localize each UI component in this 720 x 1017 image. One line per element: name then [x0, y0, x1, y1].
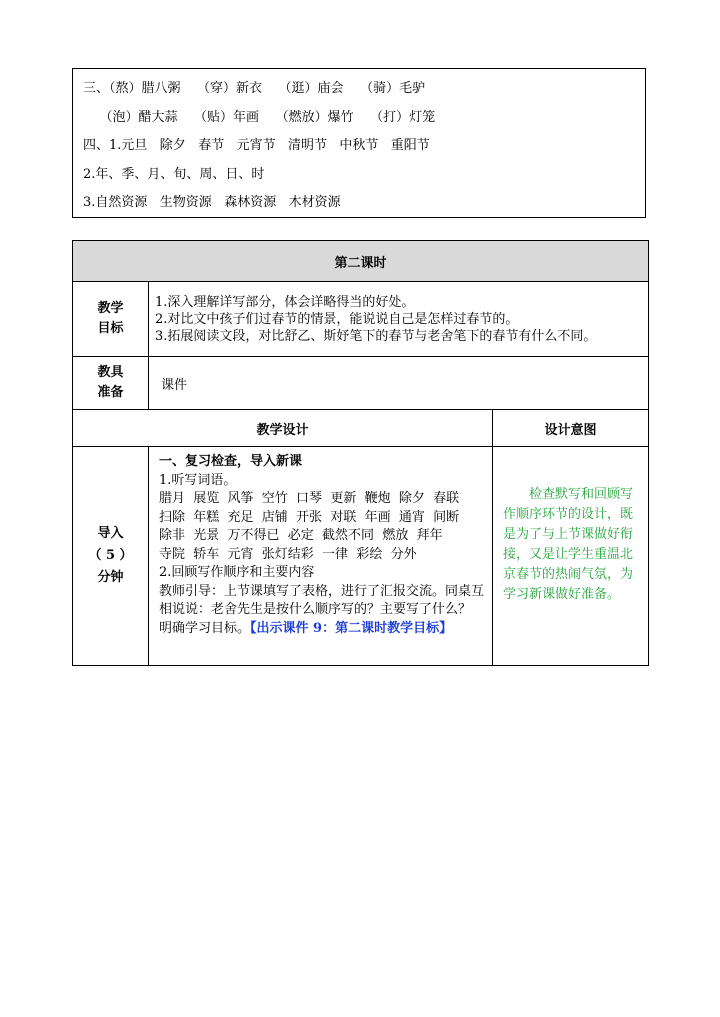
answer-line-3a: 三、（熬）腊八粥 （穿）新衣 （逛）庙会 （骑）毛驴 [83, 81, 426, 96]
lesson-plan-table [72, 240, 649, 666]
words-line-3: 除非 光景 万不得已 必定 截然不同 燃放 拜年 [159, 528, 443, 543]
section-title: 一、复习检查，导入新课 [159, 454, 303, 469]
tools-value: 课件 [149, 357, 649, 410]
design-column-header: 教学设计 [73, 410, 493, 447]
words-line-1: 腊月 展览 风筝 空竹 口琴 更新 鞭炮 除夕 春联 [159, 491, 460, 506]
step-1: 1.听写词语。 [159, 472, 237, 488]
teacher-guide: 教师引导：上节课填写了表格，进行了汇报交流。同桌互相说说：老舍先生是按什么顺序写的？主要写了什么？ [159, 583, 485, 617]
answer-line-4-3: 3.自然资源 生物资源 森林资源 木材资源 [83, 195, 341, 210]
answer-line-4-2: 2.年、季、月、旬、周、日、时 [83, 166, 265, 182]
step-2: 2.回顾写作顺序和主要内容 [159, 565, 315, 580]
answer-line-4-1: 四、1.元旦 除夕 春节 元宵节 清明节 中秋节 重阳节 [83, 138, 430, 153]
words-line-2: 扫除 年糕 充足 店铺 开张 对联 年画 通宵 间断 [159, 509, 460, 525]
intro-label: 导入 （ 5 ） 分钟 [73, 447, 149, 666]
intro-content [149, 447, 493, 666]
target-line: 明确学习目标。【出示课件 9：第二课时教学目标】 [159, 620, 453, 636]
goal-item-2: 2.对比文中孩子们过春节的情景，能说说自己是怎样过春节的。 [155, 311, 519, 327]
goals-label: 教学 目标 [73, 282, 149, 357]
goal-item-3: 3.拓展阅读文段，对比舒乙、斯妤笔下的春节与老舍笔下的春节有什么不同。 [155, 328, 597, 344]
answer-box [72, 68, 646, 218]
intent-column-header: 设计意图 [493, 410, 649, 447]
tools-label: 教具 准备 [73, 357, 149, 410]
words-line-4: 寺院 轿车 元宵 张灯结彩 一律 彩绘 分外 [159, 546, 417, 562]
goal-item-1: 1.深入理解详写部分，体会详略得当的好处。 [155, 294, 415, 310]
answer-line-3b: （泡）醋大蒜 （贴）年画 （燃放）爆竹 （打）灯笼 [83, 109, 436, 125]
courseware-note: 【出示课件 9：第二课时教学目标】 [250, 620, 453, 636]
lesson-header: 第二课时 [73, 241, 649, 282]
design-intent: 检查默写和回顾写作顺序环节的设计，既是为了与上节课做好衔接，又是让学生重温北京春节的热闹气氛，为学习新课做好准备。 [493, 447, 649, 666]
goals-content [149, 282, 649, 357]
